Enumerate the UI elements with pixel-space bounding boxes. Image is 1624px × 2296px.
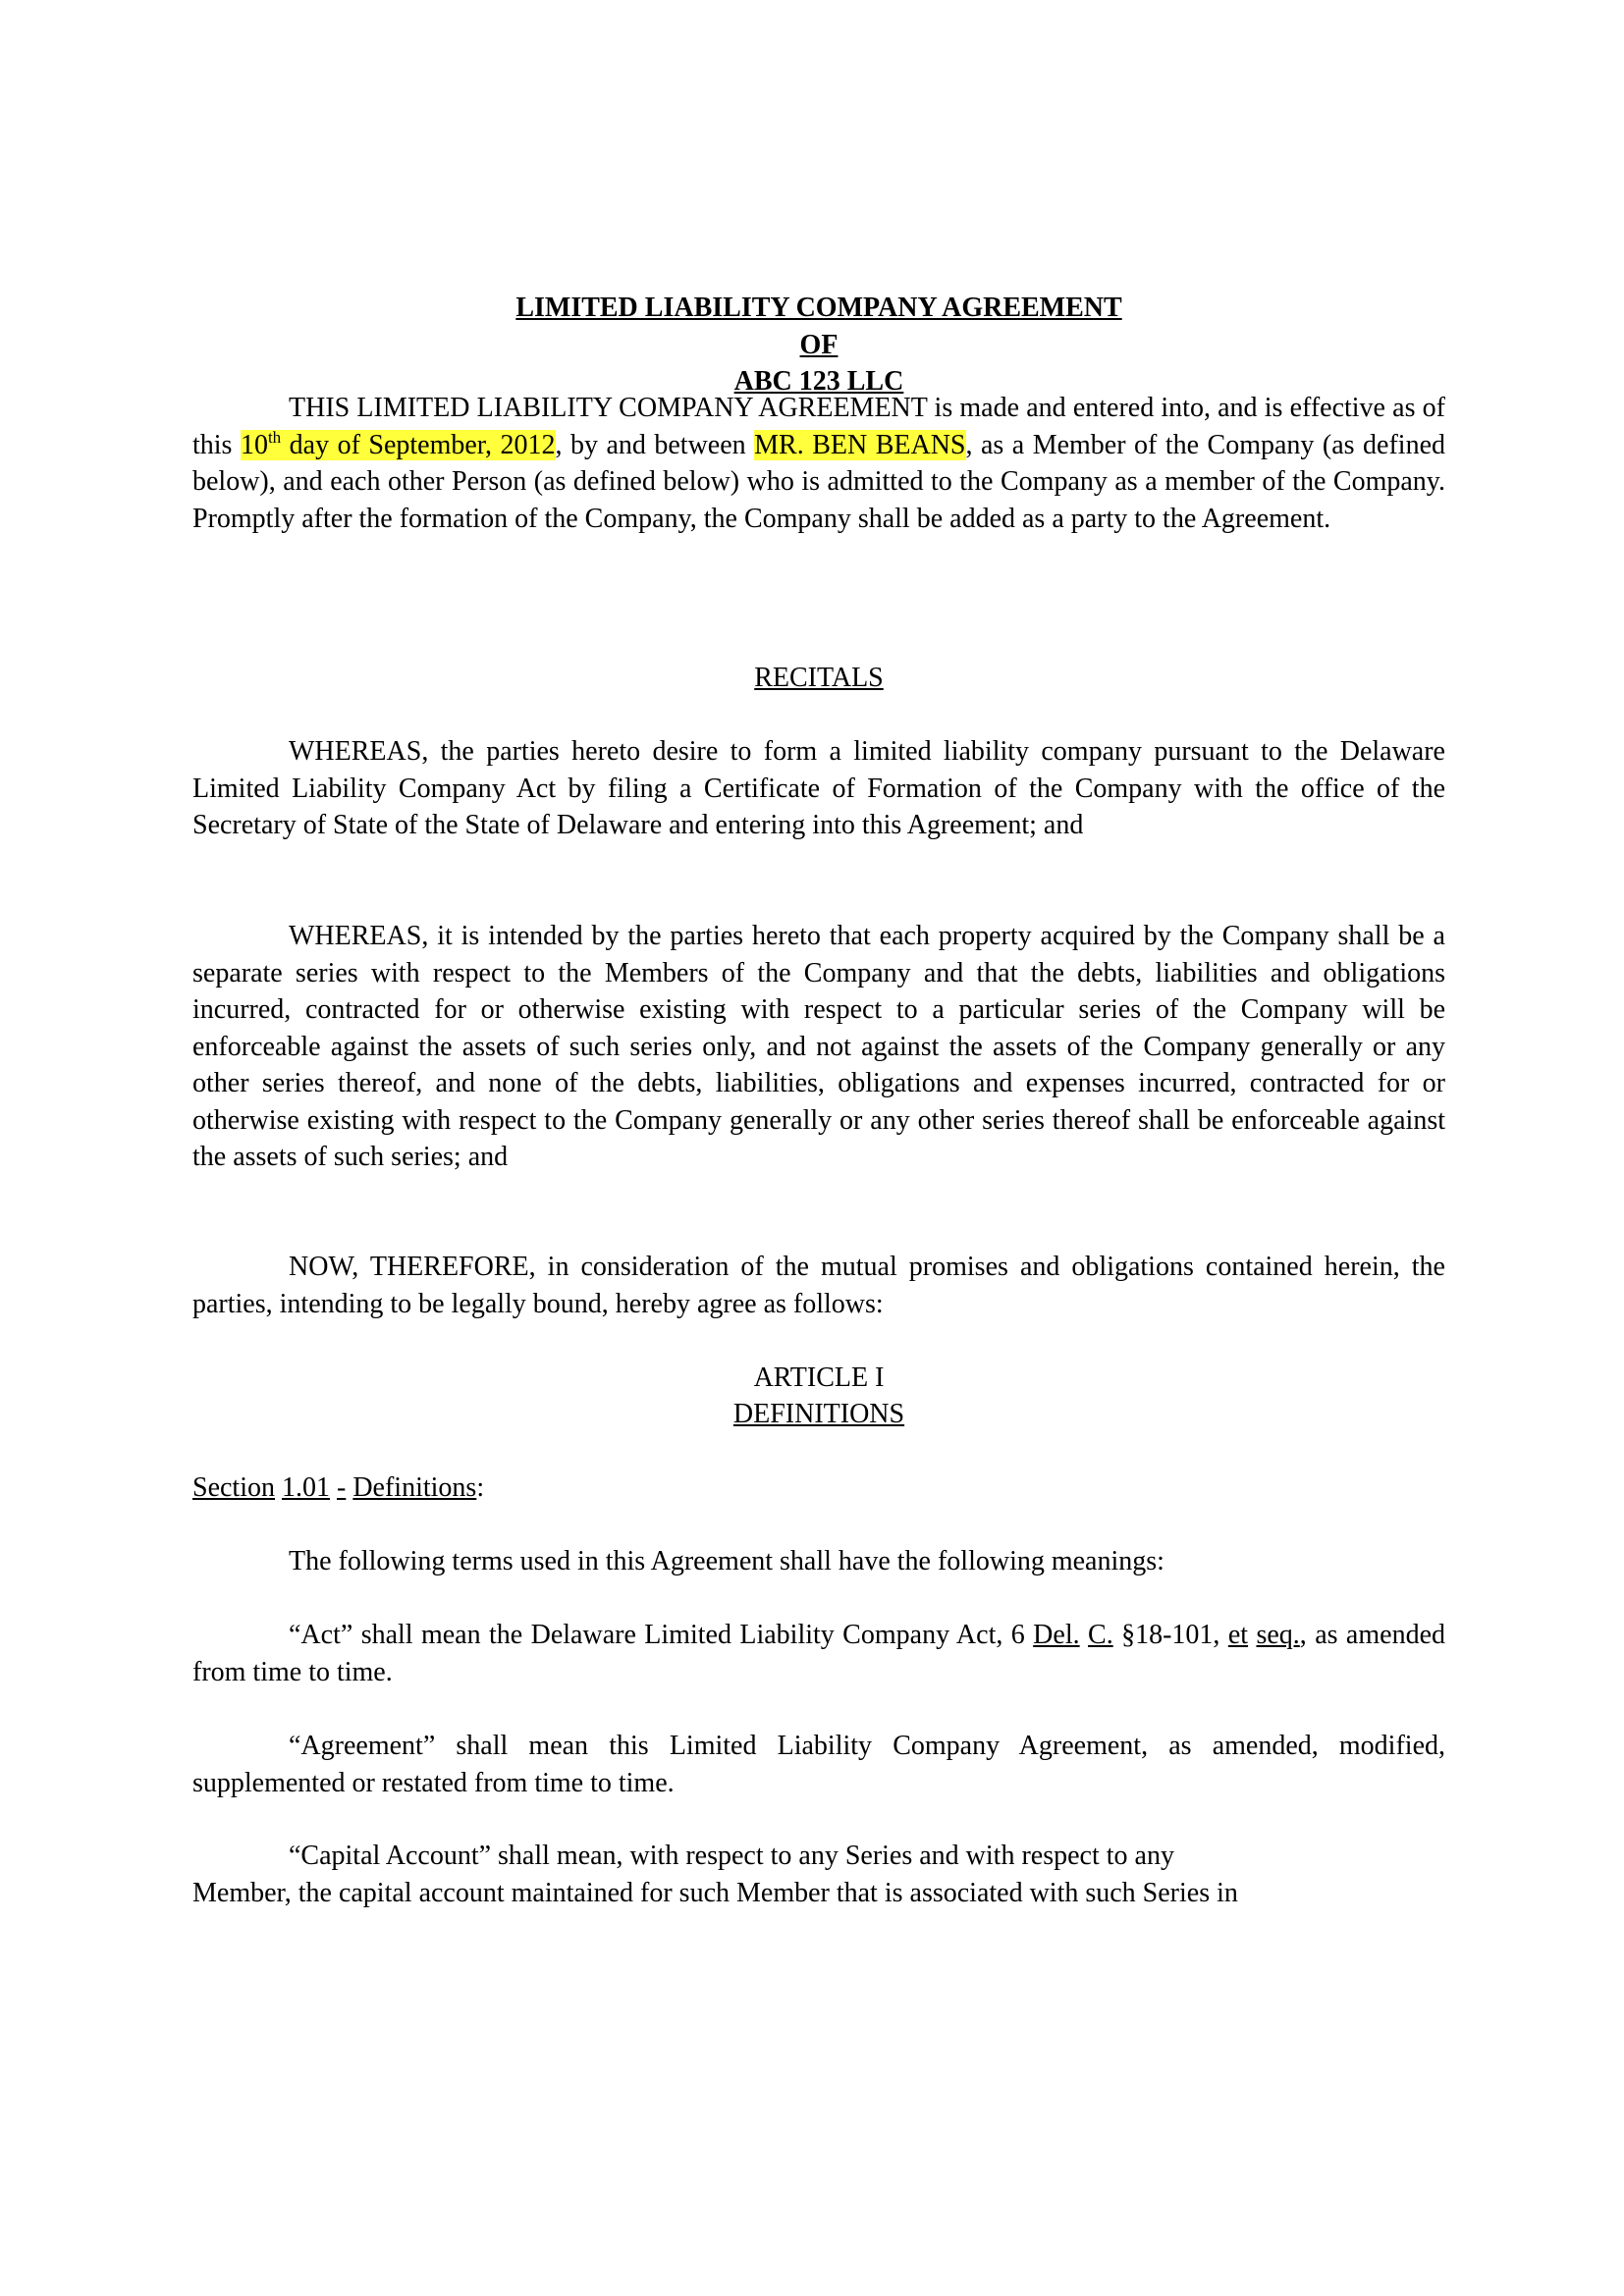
now-therefore-paragraph: NOW, THEREFORE, in consideration of the mutual promises and obligations contained herein, the parties, intending to be legally bound, hereby agree as follows: [192, 1252, 1445, 1319]
highlighted-member-name: MR. BEN BEANS [754, 429, 966, 460]
whereas-paragraph-2: WHEREAS, it is intended by the parties hereto that each property acquired by the Company shall be a separate series with respect to the Members of the Company and that the debts, liabilities and obligations incurred, contracted for or otherwise existing with respect to a particular series of the Company will be enforceable against the assets of such series only, and not against the assets of the Company generally or any other series thereof, and none of the debts, liabilities, obligations and expenses incurred, contracted for or otherwise existing with respect to the Company generally or any other series thereof shall be enforceable against the assets of such series; and [192, 921, 1445, 1172]
title-line-2: OF [799, 329, 839, 360]
article-number: ARTICLE I [753, 1362, 885, 1393]
document-title [192, 290, 1445, 400]
section-heading: Section 1.01 - Definitions: [192, 1472, 485, 1503]
title-line-1: LIMITED LIABILITY COMPANY AGREEMENT [515, 293, 1122, 323]
definitions-lead: The following terms used in this Agreement shall have the following meanings: [289, 1546, 1164, 1576]
whereas-paragraph-1: WHEREAS, the parties hereto desire to form a limited liability company pursuant to the Delaware Limited Liability Company Act by filing a Certificate of Formation of the Company with the office of the Secretary of State of the State of Delaware and entering into this Agreement; and [192, 736, 1445, 840]
article-title: DEFINITIONS [732, 1399, 905, 1429]
definition-act: “Act” shall mean the Delaware Limited Liability Company Act, 6 Del. C. §18-101, et seq., as amended from time to time. [192, 1620, 1445, 1687]
title-line-3: ABC 123 LLC [733, 366, 904, 397]
intro-paragraph: THIS LIMITED LIABILITY COMPANY AGREEMENT is made and entered into, and is effective as of this 10th day of September, 2012, by and between MR. BEN BEANS, as a Member of the Company (as defined below), and each other Person (as defined below) who is admitted to the Company as a member of the Company. Promptly after the formation of the Company, the Company shall be added as a party to the Agreement. [192, 393, 1445, 534]
highlighted-date: 10th day of September, 2012 [240, 427, 556, 460]
recitals-heading: RECITALS [754, 663, 884, 693]
definition-capital-account: “Capital Account” shall mean, with respect to any Series and with respect to any Member, the capital account maintained for such Member that is associated with such Series in [192, 1841, 1238, 1908]
definition-agreement: “Agreement” shall mean this Limited Liability Company Agreement, as amended, modified, supplemented or restated from time to time. [192, 1731, 1445, 1798]
